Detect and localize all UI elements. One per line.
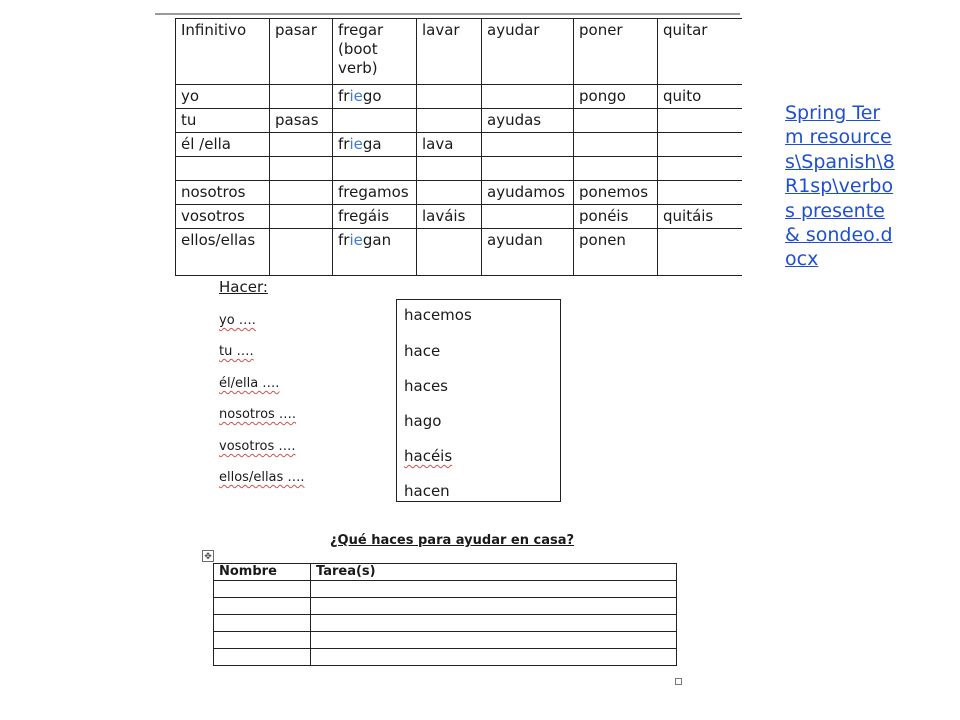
conjugation-cell (482, 157, 574, 181)
conjugation-cell (658, 109, 742, 133)
hacer-title: Hacer: (219, 278, 268, 296)
conjugation-cell: quitáis (658, 205, 742, 229)
conjugation-cell (658, 181, 742, 205)
conjugation-cell (333, 109, 417, 133)
conjugation-cell: pongo (574, 85, 658, 109)
chores-header-cell: Tarea(s) (311, 564, 677, 581)
chores-header-cell: Nombre (214, 564, 311, 581)
conjugation-cell: ponen (574, 229, 658, 276)
conjugation-cell (482, 133, 574, 157)
chores-cell[interactable] (214, 581, 311, 598)
pronoun-cell: nosotros (176, 181, 270, 205)
conjugation-cell (574, 133, 658, 157)
table-row (176, 229, 742, 276)
chores-question: ¿Qué haces para ayudar en casa? (330, 533, 575, 548)
table-row (176, 109, 742, 133)
pronoun-cell: yo (176, 85, 270, 109)
conjugation-cell (270, 85, 333, 109)
pronoun-cell (176, 157, 270, 181)
conjugation-cell (270, 157, 333, 181)
conjugation-cell: ayudan (482, 229, 574, 276)
hacer-form: haces (404, 377, 448, 395)
hacer-form: hacéis (404, 447, 453, 465)
conjugation-cell: ayudamos (482, 181, 574, 205)
chores-cell[interactable] (311, 649, 677, 666)
table-header-row (176, 19, 742, 85)
conjugation-cell (270, 205, 333, 229)
chores-row (214, 615, 677, 632)
hacer-pronoun: tu …. (219, 344, 254, 359)
hacer-form: hacemos (404, 306, 472, 324)
conjugation-cell: ponéis (574, 205, 658, 229)
chores-cell[interactable] (214, 632, 311, 649)
hacer-form: hago (404, 412, 442, 430)
conjugation-cell (270, 229, 333, 276)
header-cell: ayudar (482, 19, 574, 85)
conjugation-table (175, 18, 742, 276)
hacer-pronoun: ellos/ellas …. (219, 470, 305, 485)
chores-table (213, 563, 677, 666)
pronoun-cell: ellos/ellas (176, 229, 270, 276)
chores-row (214, 581, 677, 598)
hacer-pronoun: vosotros …. (219, 439, 296, 454)
chores-row (214, 649, 677, 666)
header-cell: quitar (658, 19, 742, 85)
conjugation-cell (270, 181, 333, 205)
chores-cell[interactable] (311, 598, 677, 615)
table-row (176, 133, 742, 157)
hacer-form: hacen (404, 482, 450, 500)
document-top-border (155, 13, 740, 15)
document-link[interactable]: Spring Term resources\Spanish\8R1sp\verbos presente & sondeo.docx (785, 102, 895, 271)
conjugation-cell: friega (333, 133, 417, 157)
conjugation-cell (417, 229, 482, 276)
conjugation-cell: friegan (333, 229, 417, 276)
pronoun-cell: él /ella (176, 133, 270, 157)
conjugation-cell: laváis (417, 205, 482, 229)
pronoun-cell: vosotros (176, 205, 270, 229)
table-resize-handle-icon[interactable] (675, 678, 682, 685)
conjugation-cell: quito (658, 85, 742, 109)
hacer-form: hace (404, 342, 441, 360)
chores-row (214, 632, 677, 649)
conjugation-cell (482, 205, 574, 229)
header-cell: poner (574, 19, 658, 85)
hacer-pronoun: nosotros …. (219, 407, 297, 422)
conjugation-cell (333, 157, 417, 181)
chores-cell[interactable] (311, 632, 677, 649)
table-move-handle-icon[interactable]: ✥ (202, 550, 214, 562)
header-cell: lavar (417, 19, 482, 85)
chores-cell[interactable] (311, 581, 677, 598)
header-cell: pasar (270, 19, 333, 85)
conjugation-cell (574, 157, 658, 181)
table-row (176, 181, 742, 205)
header-cell: Infinitivo (176, 19, 270, 85)
conjugation-cell: lava (417, 133, 482, 157)
chores-cell[interactable] (311, 615, 677, 632)
conjugation-cell (270, 133, 333, 157)
table-row (176, 205, 742, 229)
chores-row (214, 598, 677, 615)
hacer-pronoun: él/ella …. (219, 376, 280, 391)
conjugation-cell (417, 181, 482, 205)
conjugation-cell: fregamos (333, 181, 417, 205)
chores-header-row (214, 564, 677, 581)
conjugation-cell (658, 133, 742, 157)
conjugation-cell: fregáis (333, 205, 417, 229)
table-row (176, 85, 742, 109)
pronoun-cell: tu (176, 109, 270, 133)
chores-cell[interactable] (214, 615, 311, 632)
table-row (176, 157, 742, 181)
hacer-pronoun: yo …. (219, 313, 256, 328)
chores-cell[interactable] (214, 649, 311, 666)
conjugation-cell: pasas (270, 109, 333, 133)
conjugation-cell: ayudas (482, 109, 574, 133)
hacer-forms-box (396, 299, 561, 502)
conjugation-cell (482, 85, 574, 109)
header-cell: fregar (boot verb) (333, 19, 417, 85)
chores-cell[interactable] (214, 598, 311, 615)
conjugation-cell (658, 229, 742, 276)
conjugation-cell (417, 109, 482, 133)
conjugation-cell (417, 157, 482, 181)
conjugation-cell (574, 109, 658, 133)
conjugation-cell: ponemos (574, 181, 658, 205)
conjugation-cell (658, 157, 742, 181)
conjugation-cell: friego (333, 85, 417, 109)
conjugation-cell (417, 85, 482, 109)
